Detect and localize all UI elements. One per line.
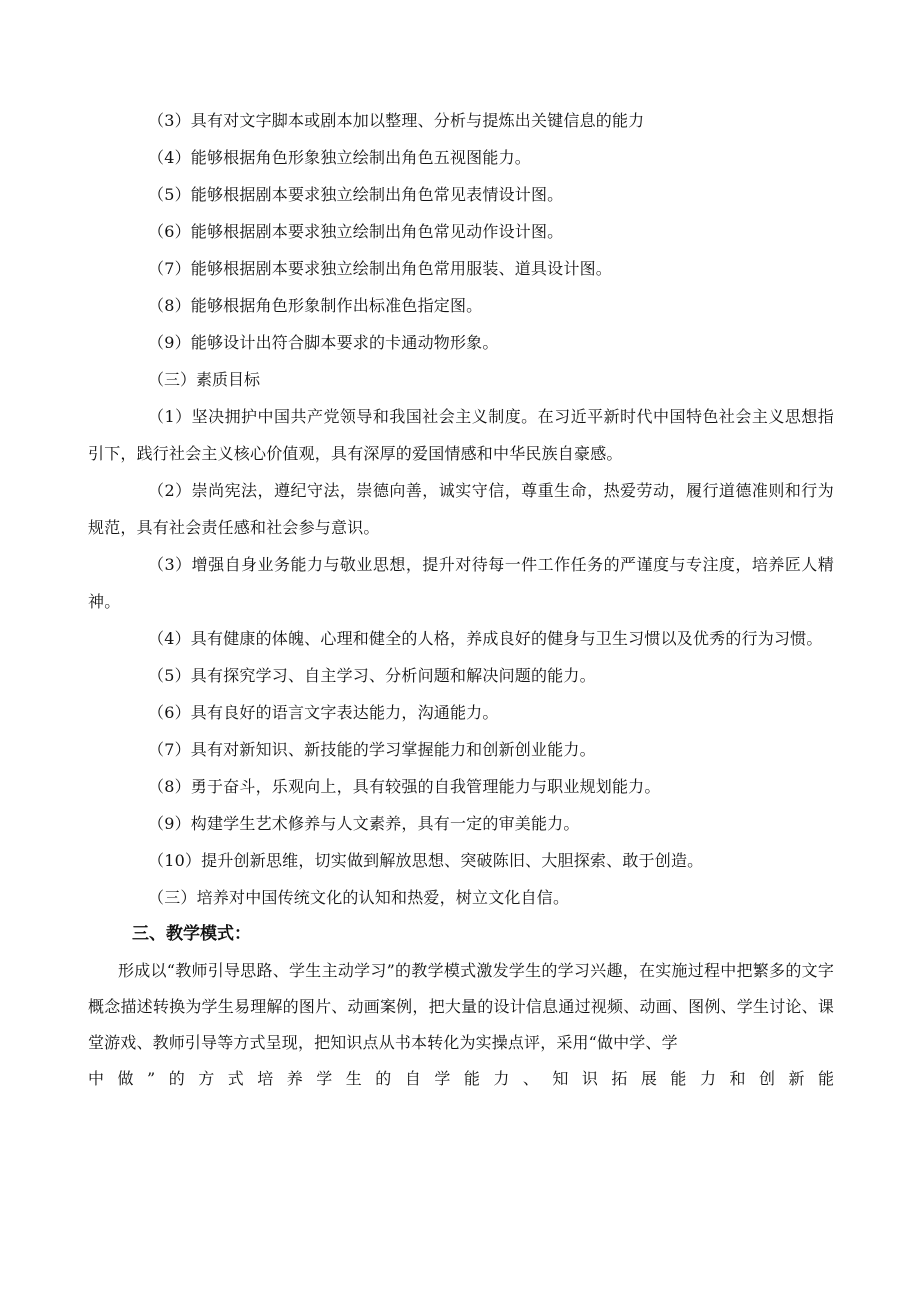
quality-item-6: （6）具有良好的语言文字表达能力，沟通能力。 [148, 703, 499, 722]
skill-item-7: （7）能够根据剧本要求独立绘制出角色常用服装、道具设计图。 [148, 259, 612, 278]
skill-item-5: （5）能够根据剧本要求独立绘制出角色常见表情设计图。 [148, 185, 564, 204]
skill-item-3: （3）具有对文字脚本或剧本加以整理、分析与提炼出关键信息的能力 [148, 111, 645, 130]
quality-item-1: （1）坚决拥护中国共产党领导和我国社会主义制度。在习近平新时代中国特色社会主义思想指引下，践行社会主义核心价值观，具有深厚的爱国情感和中华民族自豪感。 [88, 407, 834, 463]
section-heading-teaching-mode: 三、教学模式： [132, 924, 251, 944]
quality-item-7: （7）具有对新知识、新技能的学习掌握能力和创新创业能力。 [148, 740, 596, 759]
quality-item-culture: （三）培养对中国传统文化的认知和热爱，树立文化自信。 [148, 888, 570, 907]
document-body [88, 102, 834, 1097]
skill-item-9: （9）能够设计出符合脚本要求的卡通动物形象。 [148, 333, 499, 352]
quality-item-4: （4）具有健康的体魄、心理和健全的人格，养成良好的健身与卫生习惯以及优秀的行为习惯。 [148, 629, 823, 648]
skill-item-8: （8）能够根据角色形象制作出标准色指定图。 [148, 296, 483, 315]
skill-item-4: （4）能够根据角色形象独立绘制出角色五视图能力。 [148, 148, 531, 167]
quality-item-10: （10）提升创新思维，切实做到解放思想、突破陈旧、大胆探索、敢于创造。 [148, 851, 704, 870]
quality-item-3: （3）增强自身业务能力与敬业思想，提升对待每一件工作任务的严谨度与专注度，培养匠人精神。 [88, 555, 834, 611]
quality-goals-heading: （三）素质目标 [148, 370, 261, 389]
quality-item-8: （8）勇于奋斗，乐观向上，具有较强的自我管理能力与职业规划能力。 [148, 777, 661, 796]
teaching-mode-paragraph: 形成以“教师引导思路、学生主动学习”的教学模式激发学生的学习兴趣，在实施过程中把繁多的文字概念描述转换为学生易理解的图片、动画案例，把大量的设计信息通过视频、动画、图例、学生讨论、课堂游戏、教师引导等方式呈现，把知识点从书本转化为实操点评，采用“做中学、学 [88, 961, 834, 1052]
teaching-mode-last-line: 中做”的方式培养学生的自学能力、知识拓展能力和创新能 [88, 1069, 834, 1088]
quality-item-5: （5）具有探究学习、自主学习、分析问题和解决问题的能力。 [148, 666, 596, 685]
quality-item-2: （2）崇尚宪法，遵纪守法，崇德向善，诚实守信，尊重生命，热爱劳动，履行道德准则和行为规范，具有社会责任感和社会参与意识。 [88, 481, 834, 537]
quality-item-9: （9）构建学生艺术修养与人文素养，具有一定的审美能力。 [148, 814, 580, 833]
skill-item-6: （6）能够根据剧本要求独立绘制出角色常见动作设计图。 [148, 222, 564, 241]
